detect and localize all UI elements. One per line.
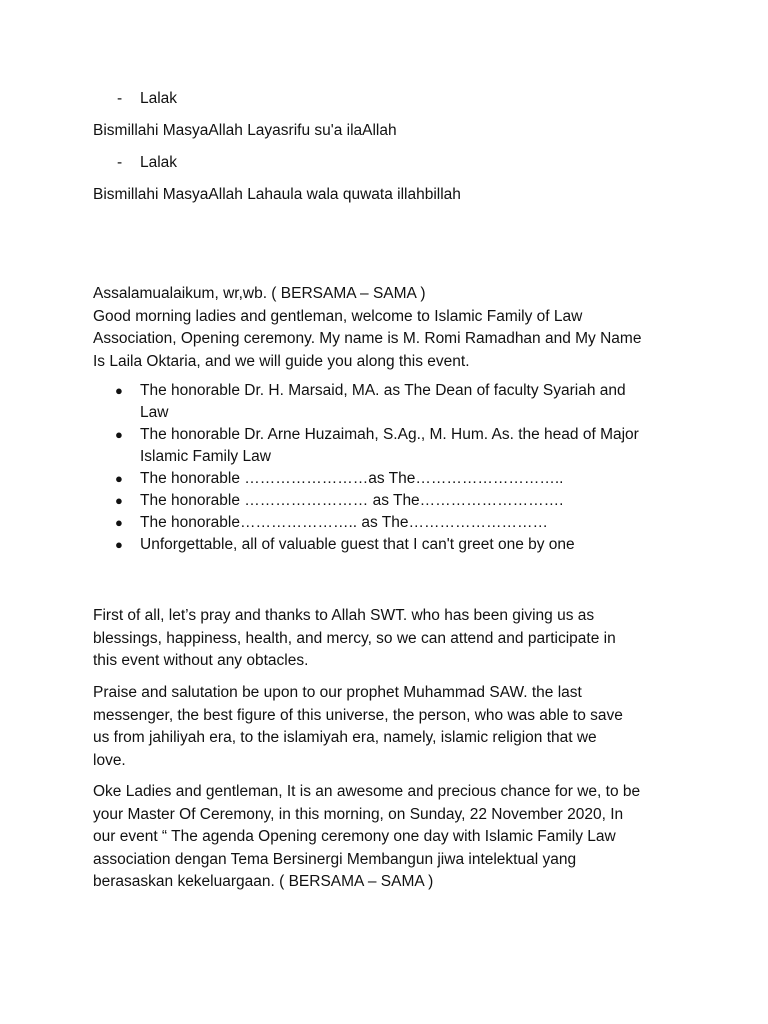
bullet-item (93, 424, 693, 468)
paragraph-line: association dengan Tema Bersinergi Membangun jiwa intelektual yang (93, 850, 577, 868)
bullet-marker: ● (115, 493, 123, 508)
bullet-item (93, 534, 693, 556)
greeting-line: Assalamualaikum, wr,wb. ( BERSAMA – SAMA ) (93, 285, 426, 302)
paragraph-line: First of all, let’s pray and thanks to Allah SWT. who has been giving us as (93, 607, 595, 624)
greeting-line: Association, Opening ceremony. My name is M. Romi Ramadhan and My Name (93, 330, 642, 347)
paragraph-line: blessings, happiness, health, and mercy, so we can attend and participate in (93, 629, 616, 647)
bullet-marker: ● (115, 537, 123, 552)
bullet-marker: ● (115, 515, 123, 530)
greeting-line: Is Laila Oktaria, and we will guide you along this event. (93, 352, 470, 370)
bullet-marker: ● (115, 383, 123, 398)
paragraph-line: us from jahiliyah era, to the islamiyah era, namely, islamic religion that we (93, 729, 597, 746)
dash-marker: - (117, 90, 123, 107)
bullet-text: The honorable Dr. Arne Huzaimah, S.Ag., M. Hum. As. the head of Major (140, 426, 639, 443)
bullet-text: Law (140, 404, 169, 421)
bullet-item (93, 512, 693, 534)
honorable-guests-list (93, 380, 693, 556)
dash-item-text: Lalak (140, 90, 178, 107)
ceremony-paragraph (93, 781, 693, 894)
prayer-paragraph (93, 605, 693, 673)
bullet-text: The honorable ……………………as The……………………….. (140, 470, 564, 487)
paragraph-line: this event without any obtacles. (93, 652, 309, 669)
bullet-text: The honorable………………….. as The……………………… (140, 514, 548, 531)
bullet-item (93, 468, 693, 490)
paragraph-line: your Master Of Ceremony, in this morning, on Sunday, 22 November 2020, In (93, 805, 624, 823)
opening-line: Bismillahi MasyaAllah Layasrifu su'a ilaAllah (93, 122, 397, 139)
salutation-paragraph (93, 682, 693, 772)
bullet-item (93, 490, 693, 512)
paragraph-line: Praise and salutation be upon to our prophet Muhammad SAW. the last (93, 684, 582, 701)
bullet-text: Unforgettable, all of valuable guest that I can't greet one by one (140, 536, 575, 553)
dash-marker: - (117, 154, 123, 171)
bullet-text: The honorable Dr. H. Marsaid, MA. as The Dean of faculty Syariah and (140, 382, 626, 399)
bullet-text: The honorable …………………… as The………………………. (140, 492, 564, 509)
bullet-item (93, 380, 693, 424)
opening-line: Bismillahi MasyaAllah Lahaula wala quwata illahbillah (93, 186, 461, 203)
bullet-marker: ● (115, 471, 123, 486)
bullet-text: Islamic Family Law (140, 448, 271, 465)
paragraph-line: messenger, the best figure of this universe, the person, who was able to save (93, 706, 623, 724)
paragraph-line: berasaskan kekeluargaan. ( BERSAMA – SAMA ) (93, 873, 434, 890)
paragraph-line: our event “ The agenda Opening ceremony one day with Islamic Family Law (93, 828, 616, 845)
dash-item-text: Lalak (140, 154, 178, 171)
paragraph-line: love. (93, 751, 126, 769)
bullet-marker: ● (115, 427, 123, 442)
paragraph-line: Oke Ladies and gentleman, It is an awesome and precious chance for we, to be (93, 783, 641, 800)
greeting-paragraph (93, 283, 693, 373)
greeting-line: Good morning ladies and gentleman, welcome to Islamic Family of Law (93, 307, 583, 325)
